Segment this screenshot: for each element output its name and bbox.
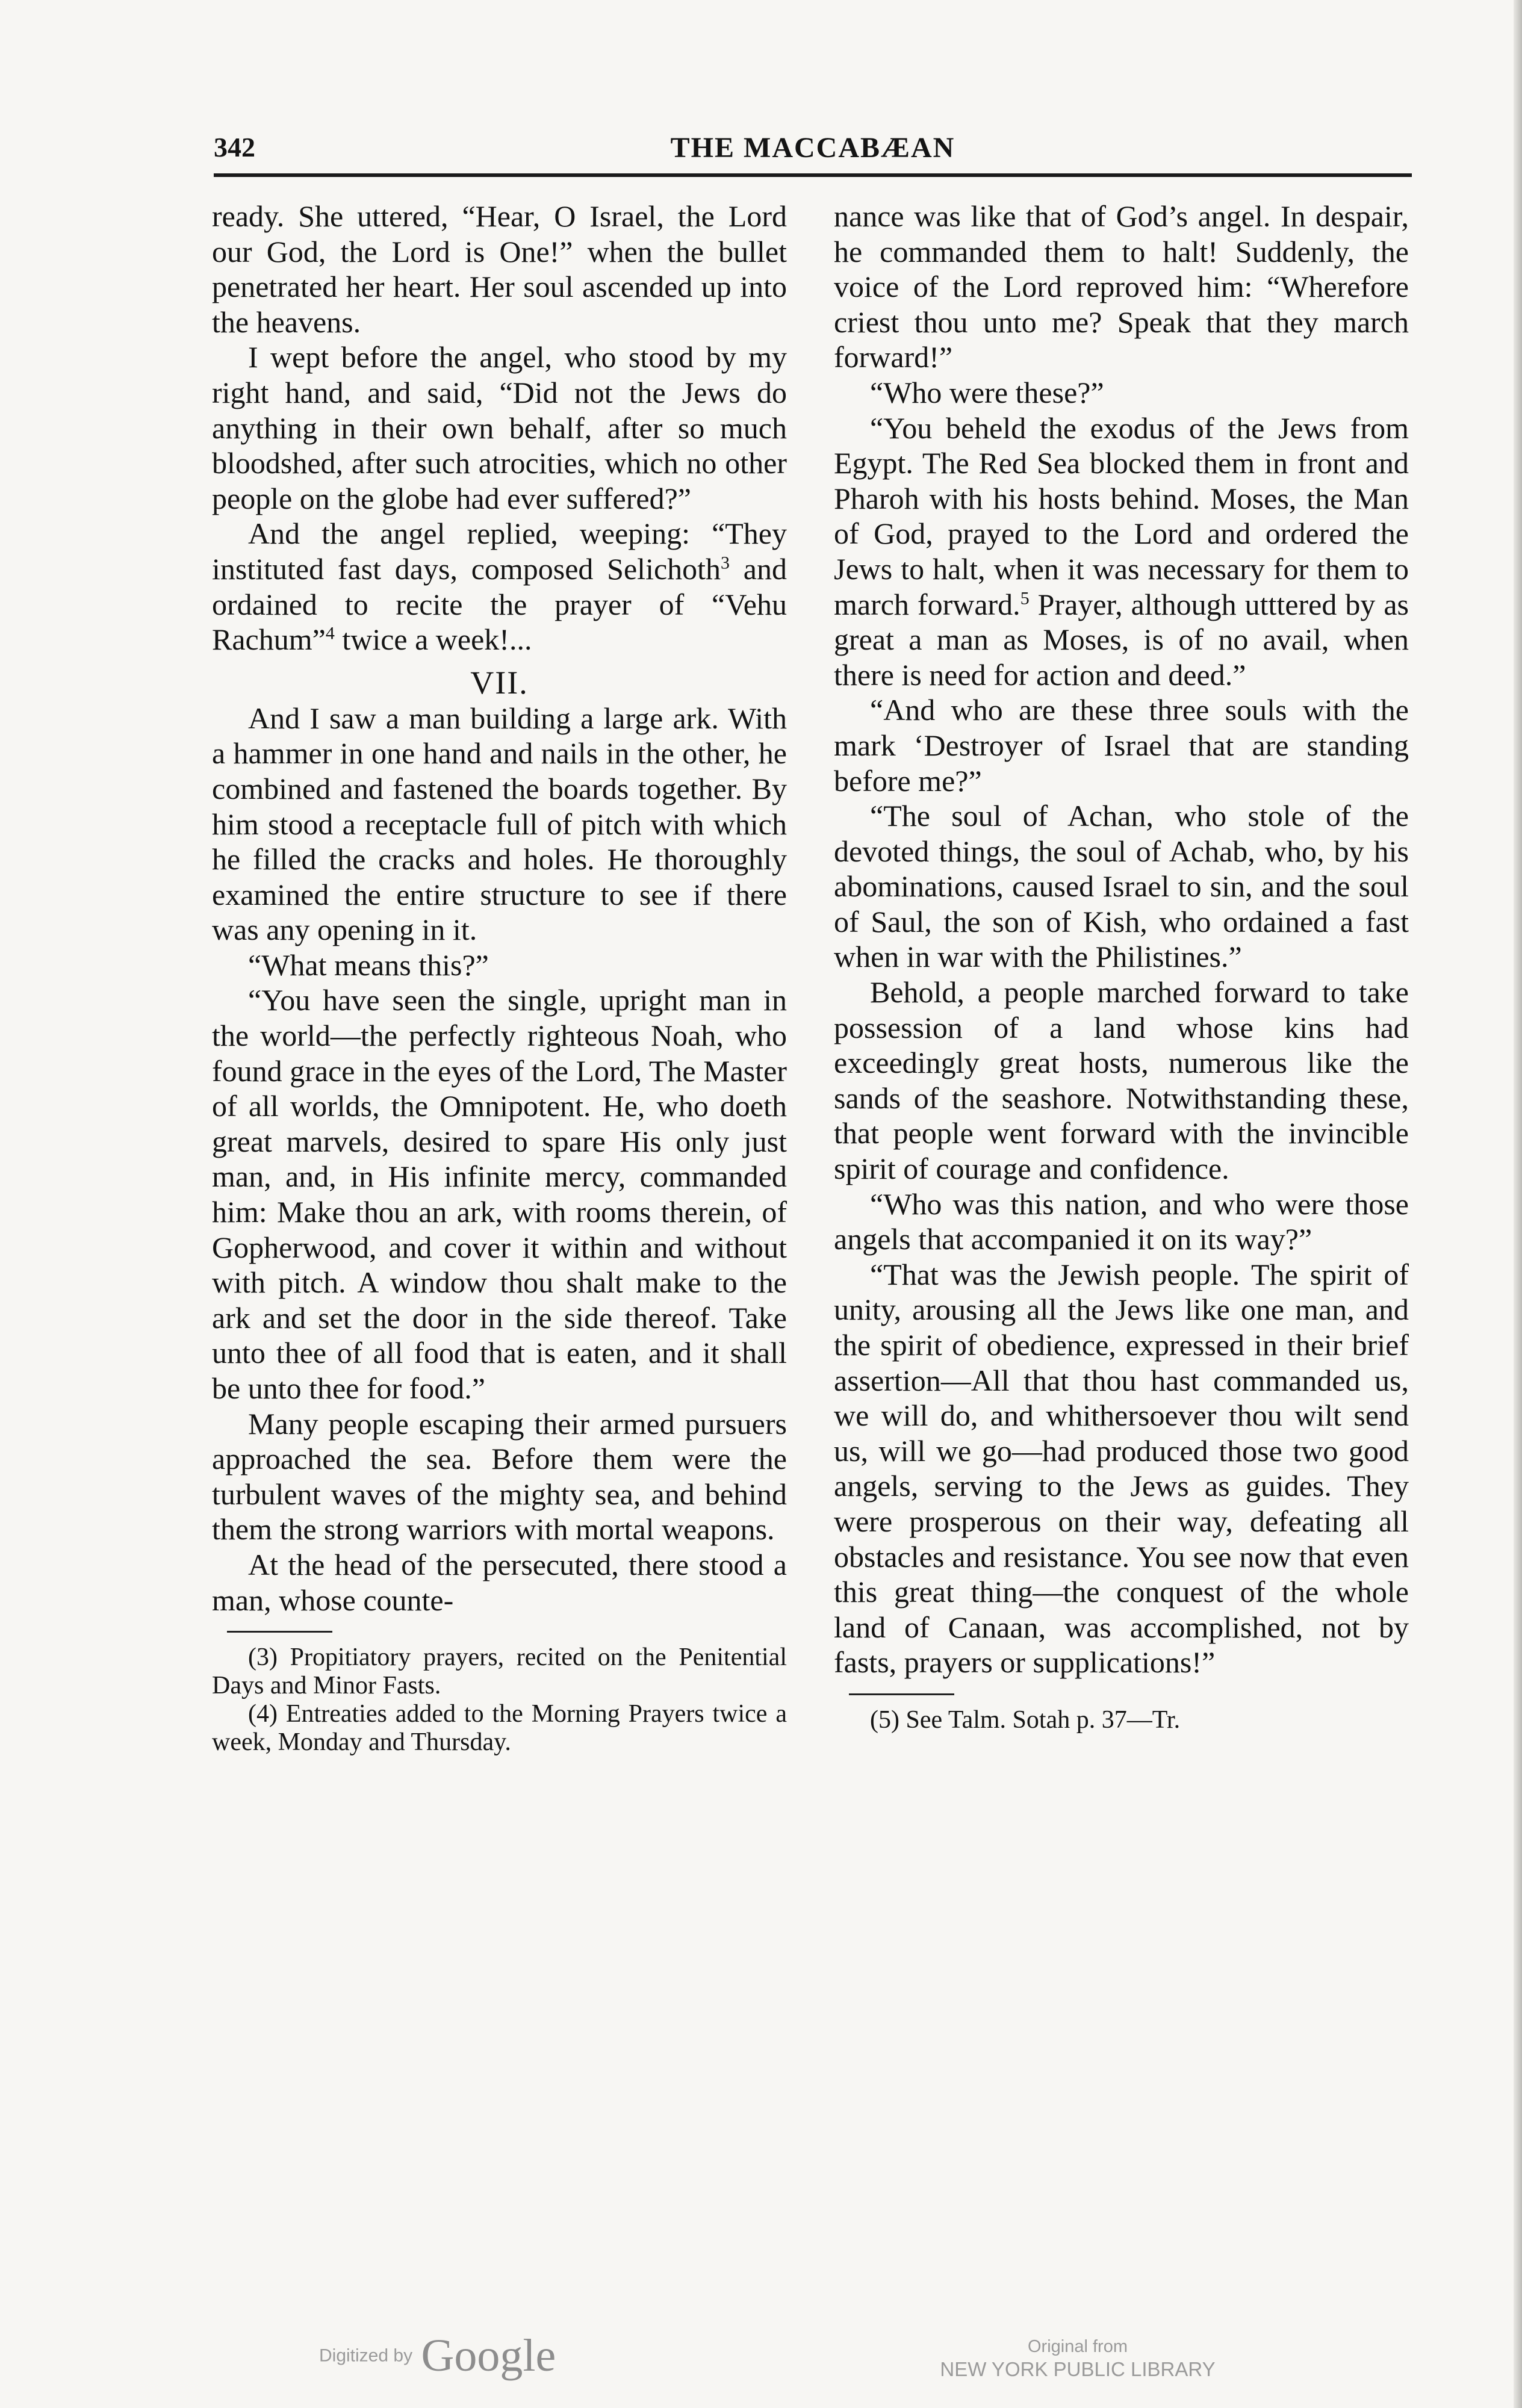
paragraph: nance was like that of God’s angel. In despair, he commanded them to halt! Suddenly, the voice of the Lord reproved him: “Wherefore criest thou unto me? Speak that they march forward!”: [834, 199, 1409, 374]
footnote: (5) See Talm. Sotah p. 37—Tr.: [870, 1705, 1181, 1734]
footnote-ref: 4: [325, 623, 335, 644]
running-title: THE MACCABÆAN: [670, 132, 955, 164]
paragraph-text: And the angel replied, weeping: “They instituted fast days, composed Selichoth: [212, 517, 787, 586]
footnote-ref: 3: [721, 553, 730, 573]
footnote: (3) Propitiatory prayers, recited on the Penitential Days and Minor Fasts.: [212, 1643, 787, 1700]
paragraph: I wept before the angel, who stood by my right hand, and said, “Did not the Jews do anything in their own behalf, after so much bloodshed, after such atrocities, which no other people on the globe had ever suffered?”: [212, 340, 787, 515]
google-logo: Google: [421, 2330, 556, 2381]
paragraph: “And who are these three souls with the mark ‘Destroyer of Israel that are standing before me?”: [834, 693, 1409, 798]
paragraph: [212, 516, 787, 657]
paragraph: At the head of the persecuted, there stood a man, whose counte-: [212, 1547, 787, 1617]
paragraph: And I saw a man building a large ark. With a hammer in one hand and nails in the other, he combined and fastened the boards together. By him stood a receptacle full of pitch with which he filled the cracks and holes. He thoroughly examined the entire structure to see if there was any opening in it.: [212, 701, 787, 947]
paragraph-text: and ordained to recite the prayer of “Vehu Rachum”: [212, 551, 787, 657]
paragraph-text: “You beheld the exodus of the Jews from Egypt. The Red Sea blocked them in front and Pharoh with his hosts behind. Moses, the Man of God, prayed to the Lord and ordered the Jews to halt, when it was necessary for them to march forward.: [834, 411, 1409, 621]
page-edge: [1514, 0, 1522, 2408]
paragraph: Behold, a people marched forward to take possession of a land whose kins had exceedingly great hosts, numerous like the sands of the seashore. Notwithstanding these, that people went forward with the invincible spirit of courage and confidence.: [834, 975, 1409, 1186]
footnote-ref: 5: [1020, 588, 1030, 608]
paragraph: Many people escaping their armed pursuers approached the sea. Before them were the turbulent waves of the mighty sea, and behind them the strong warriors with mortal weapons.: [212, 1406, 787, 1547]
paragraph: “The soul of Achan, who stole of the devoted things, the soul of Achab, who, by his abominations, caused Israel to sin, and the soul of Saul, the son of Kish, who ordained a fast when in war with the Philistines.”: [834, 799, 1409, 974]
section-heading: VII.: [470, 664, 529, 701]
footnote-rule: [227, 1631, 332, 1633]
paragraph: “That was the Jewish people. The spirit of unity, arousing all the Jews like one man, and the spirit of obedience, expressed in their brief assertion—All that thou hast commanded us, we will do, and whithersoever thou wilt send us, will we go—had produced those two good angels, serving to the Jews as guides. They were prosperous on their way, defeating all obstacles and resistance. You see now that even this great thing—the conquest of the whole land of Canaan, was accomplished, not by fasts, prayers or supplications!”: [834, 1257, 1409, 1680]
paragraph: “Who were these?”: [870, 375, 1104, 409]
footnote-rule: [849, 1693, 954, 1695]
paragraph: “What means this?”: [248, 948, 489, 982]
original-from-label: Original from: [1028, 2337, 1128, 2356]
right-column: [834, 199, 1409, 1734]
paragraph-text: twice a week!...: [334, 622, 532, 657]
page-number: 342: [214, 132, 255, 163]
source-library-watermark: [927, 2336, 1228, 2382]
library-name: NEW YORK PUBLIC LIBRARY: [940, 2358, 1216, 2380]
running-header: [214, 131, 1412, 173]
paragraph: ready. She uttered, “Hear, O Israel, the Lord our God, the Lord is One!” when the bullet penetrated her heart. Her soul ascended up into the heavens.: [212, 199, 787, 339]
header-rule: [214, 173, 1412, 177]
footnote: (4) Entreaties added to the Morning Prayers twice a week, Monday and Thursday.: [212, 1700, 787, 1757]
paragraph: “You have seen the single, upright man in the world—the perfectly righteous Noah, who found grace in the eyes of the Lord, The Master of all worlds, the Omnipotent. He, who doeth great marvels, desired to spare His only just man, and, in His infinite mercy, commanded him: Make thou an ark, with rooms therein, of Gopherwood, and cover it within and without with pitch. A window thou shalt make to the ark and set the door in the side thereof. Take unto thee of all food that is eaten, and it shall be unto thee for food.”: [212, 983, 787, 1405]
left-column: [212, 199, 787, 1757]
paragraph: [834, 411, 1409, 693]
paragraph: “Who was this nation, and who were those angels that accompanied it on its way?”: [834, 1187, 1409, 1256]
digitized-by-label: Digitized by: [319, 2345, 413, 2366]
digitized-by-watermark: [319, 2330, 556, 2382]
paragraph-text: Prayer, although utttered by as great a man as Moses, is of no avail, when there is need for action and deed.”: [834, 587, 1409, 692]
